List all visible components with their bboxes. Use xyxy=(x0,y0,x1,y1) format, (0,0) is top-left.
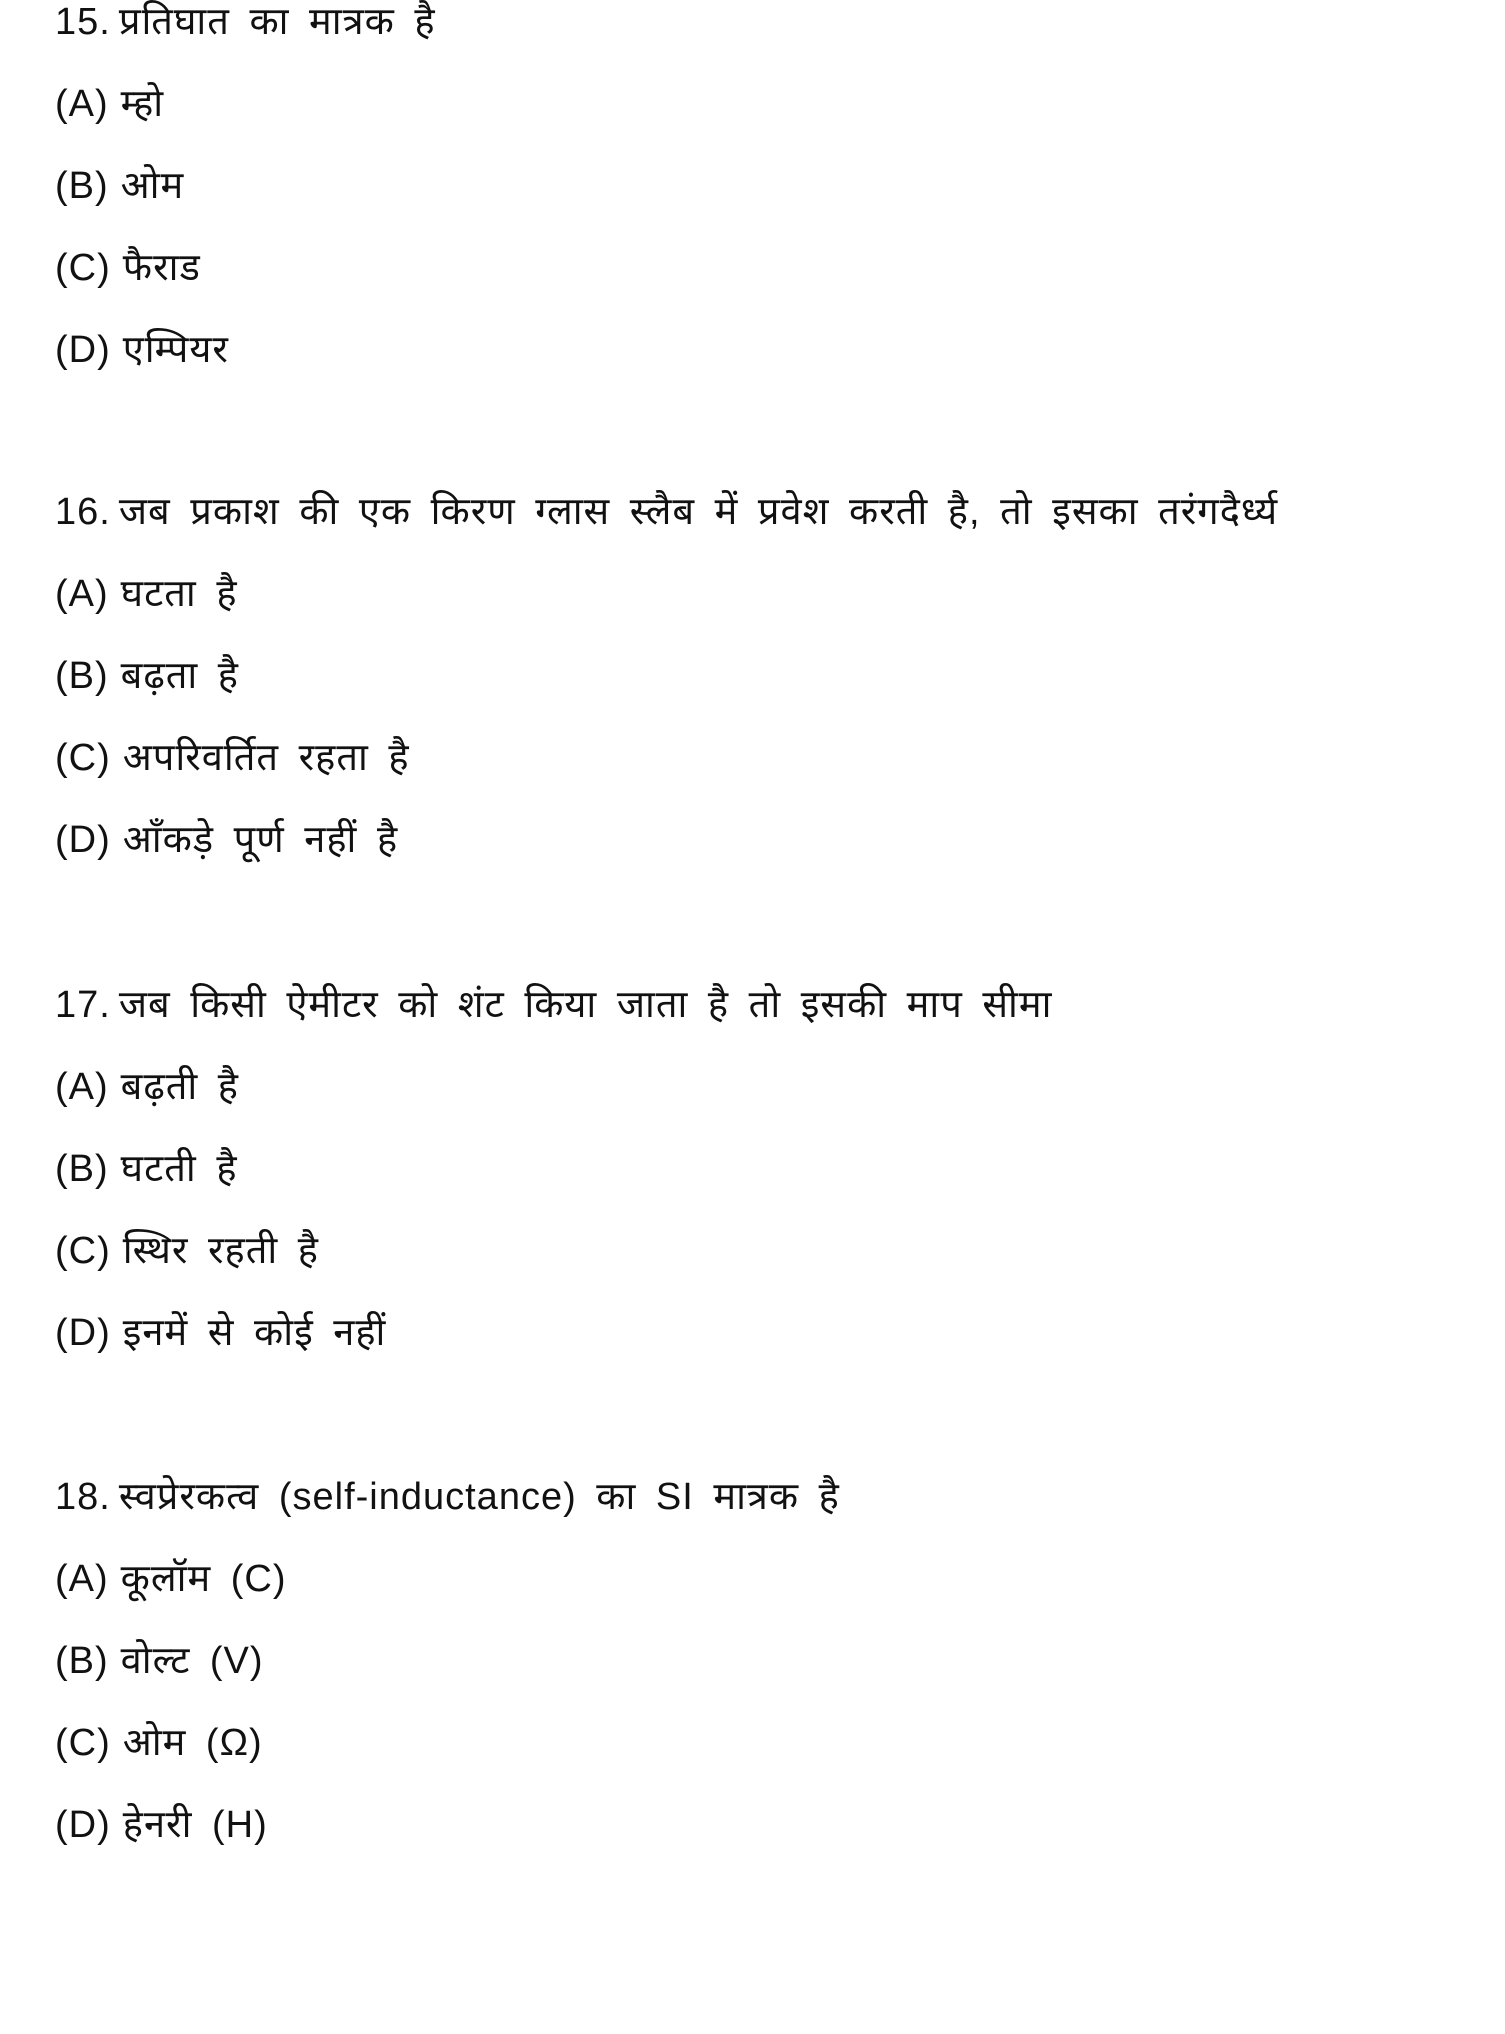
option-text: घटती है xyxy=(120,1148,238,1190)
option-text: ओम xyxy=(120,165,185,207)
option-a[interactable] xyxy=(55,553,1278,635)
option-b[interactable] xyxy=(55,635,1278,717)
question-number: 15. xyxy=(55,1,111,43)
option-label: (A) xyxy=(55,1066,109,1108)
option-d[interactable] xyxy=(55,1784,840,1866)
option-label: (D) xyxy=(55,329,111,371)
option-label: (C) xyxy=(55,737,111,779)
option-b[interactable] xyxy=(55,1128,1052,1210)
option-text: ओम (Ω) xyxy=(122,1722,263,1764)
option-c[interactable] xyxy=(55,1702,840,1784)
option-text: घटता है xyxy=(120,573,238,615)
question-number: 18. xyxy=(55,1476,111,1518)
option-text: बढ़ता है xyxy=(120,655,239,697)
question-number: 17. xyxy=(55,984,111,1026)
question-18 xyxy=(55,1456,840,1866)
question-stem xyxy=(55,0,436,63)
option-a[interactable] xyxy=(55,63,436,145)
option-label: (A) xyxy=(55,83,109,125)
question-text: जब प्रकाश की एक किरण ग्लास स्लैब में प्रवेश करती है, तो इसका तरंगदैर्ध्य xyxy=(118,491,1279,533)
question-text: स्वप्रेरकत्व (self-inductance) का SI मात्रक है xyxy=(118,1476,840,1518)
question-text: प्रतिघात का मात्रक है xyxy=(118,1,436,43)
question-stem xyxy=(55,471,1278,553)
question-15 xyxy=(55,0,436,391)
option-label: (C) xyxy=(55,1230,111,1272)
option-c[interactable] xyxy=(55,1210,1052,1292)
question-text: जब किसी ऐमीटर को शंट किया जाता है तो इसकी माप सीमा xyxy=(118,984,1053,1026)
option-d[interactable] xyxy=(55,309,436,391)
option-c[interactable] xyxy=(55,227,436,309)
option-text: आँकड़े पूर्ण नहीं है xyxy=(122,819,399,861)
option-text: इनमें से कोई नहीं xyxy=(122,1312,387,1354)
option-label: (B) xyxy=(55,655,109,697)
option-d[interactable] xyxy=(55,1292,1052,1374)
option-text: म्हो xyxy=(120,83,165,125)
option-label: (B) xyxy=(55,1148,109,1190)
option-label: (B) xyxy=(55,1640,109,1682)
option-label: (C) xyxy=(55,1722,111,1764)
option-a[interactable] xyxy=(55,1538,840,1620)
option-b[interactable] xyxy=(55,145,436,227)
option-text: अपरिवर्तित रहता है xyxy=(122,737,410,779)
option-label: (B) xyxy=(55,165,109,207)
option-text: हेनरी (H) xyxy=(122,1804,268,1846)
option-label: (A) xyxy=(55,573,109,615)
question-16 xyxy=(55,471,1278,881)
option-b[interactable] xyxy=(55,1620,840,1702)
option-c[interactable] xyxy=(55,717,1278,799)
option-text: वोल्ट (V) xyxy=(120,1640,264,1682)
option-label: (D) xyxy=(55,1312,111,1354)
option-text: स्थिर रहती है xyxy=(122,1230,319,1272)
question-stem xyxy=(55,1456,840,1538)
question-17 xyxy=(55,964,1052,1374)
option-label: (A) xyxy=(55,1558,109,1600)
option-label: (D) xyxy=(55,819,111,861)
question-stem xyxy=(55,964,1052,1046)
option-label: (D) xyxy=(55,1804,111,1846)
option-d[interactable] xyxy=(55,799,1278,881)
option-text: फैराड xyxy=(122,247,201,289)
option-text: कूलॉम (C) xyxy=(120,1558,287,1600)
question-number: 16. xyxy=(55,491,111,533)
option-text: एम्पियर xyxy=(122,329,229,371)
option-a[interactable] xyxy=(55,1046,1052,1128)
option-label: (C) xyxy=(55,247,111,289)
option-text: बढ़ती है xyxy=(120,1066,239,1108)
